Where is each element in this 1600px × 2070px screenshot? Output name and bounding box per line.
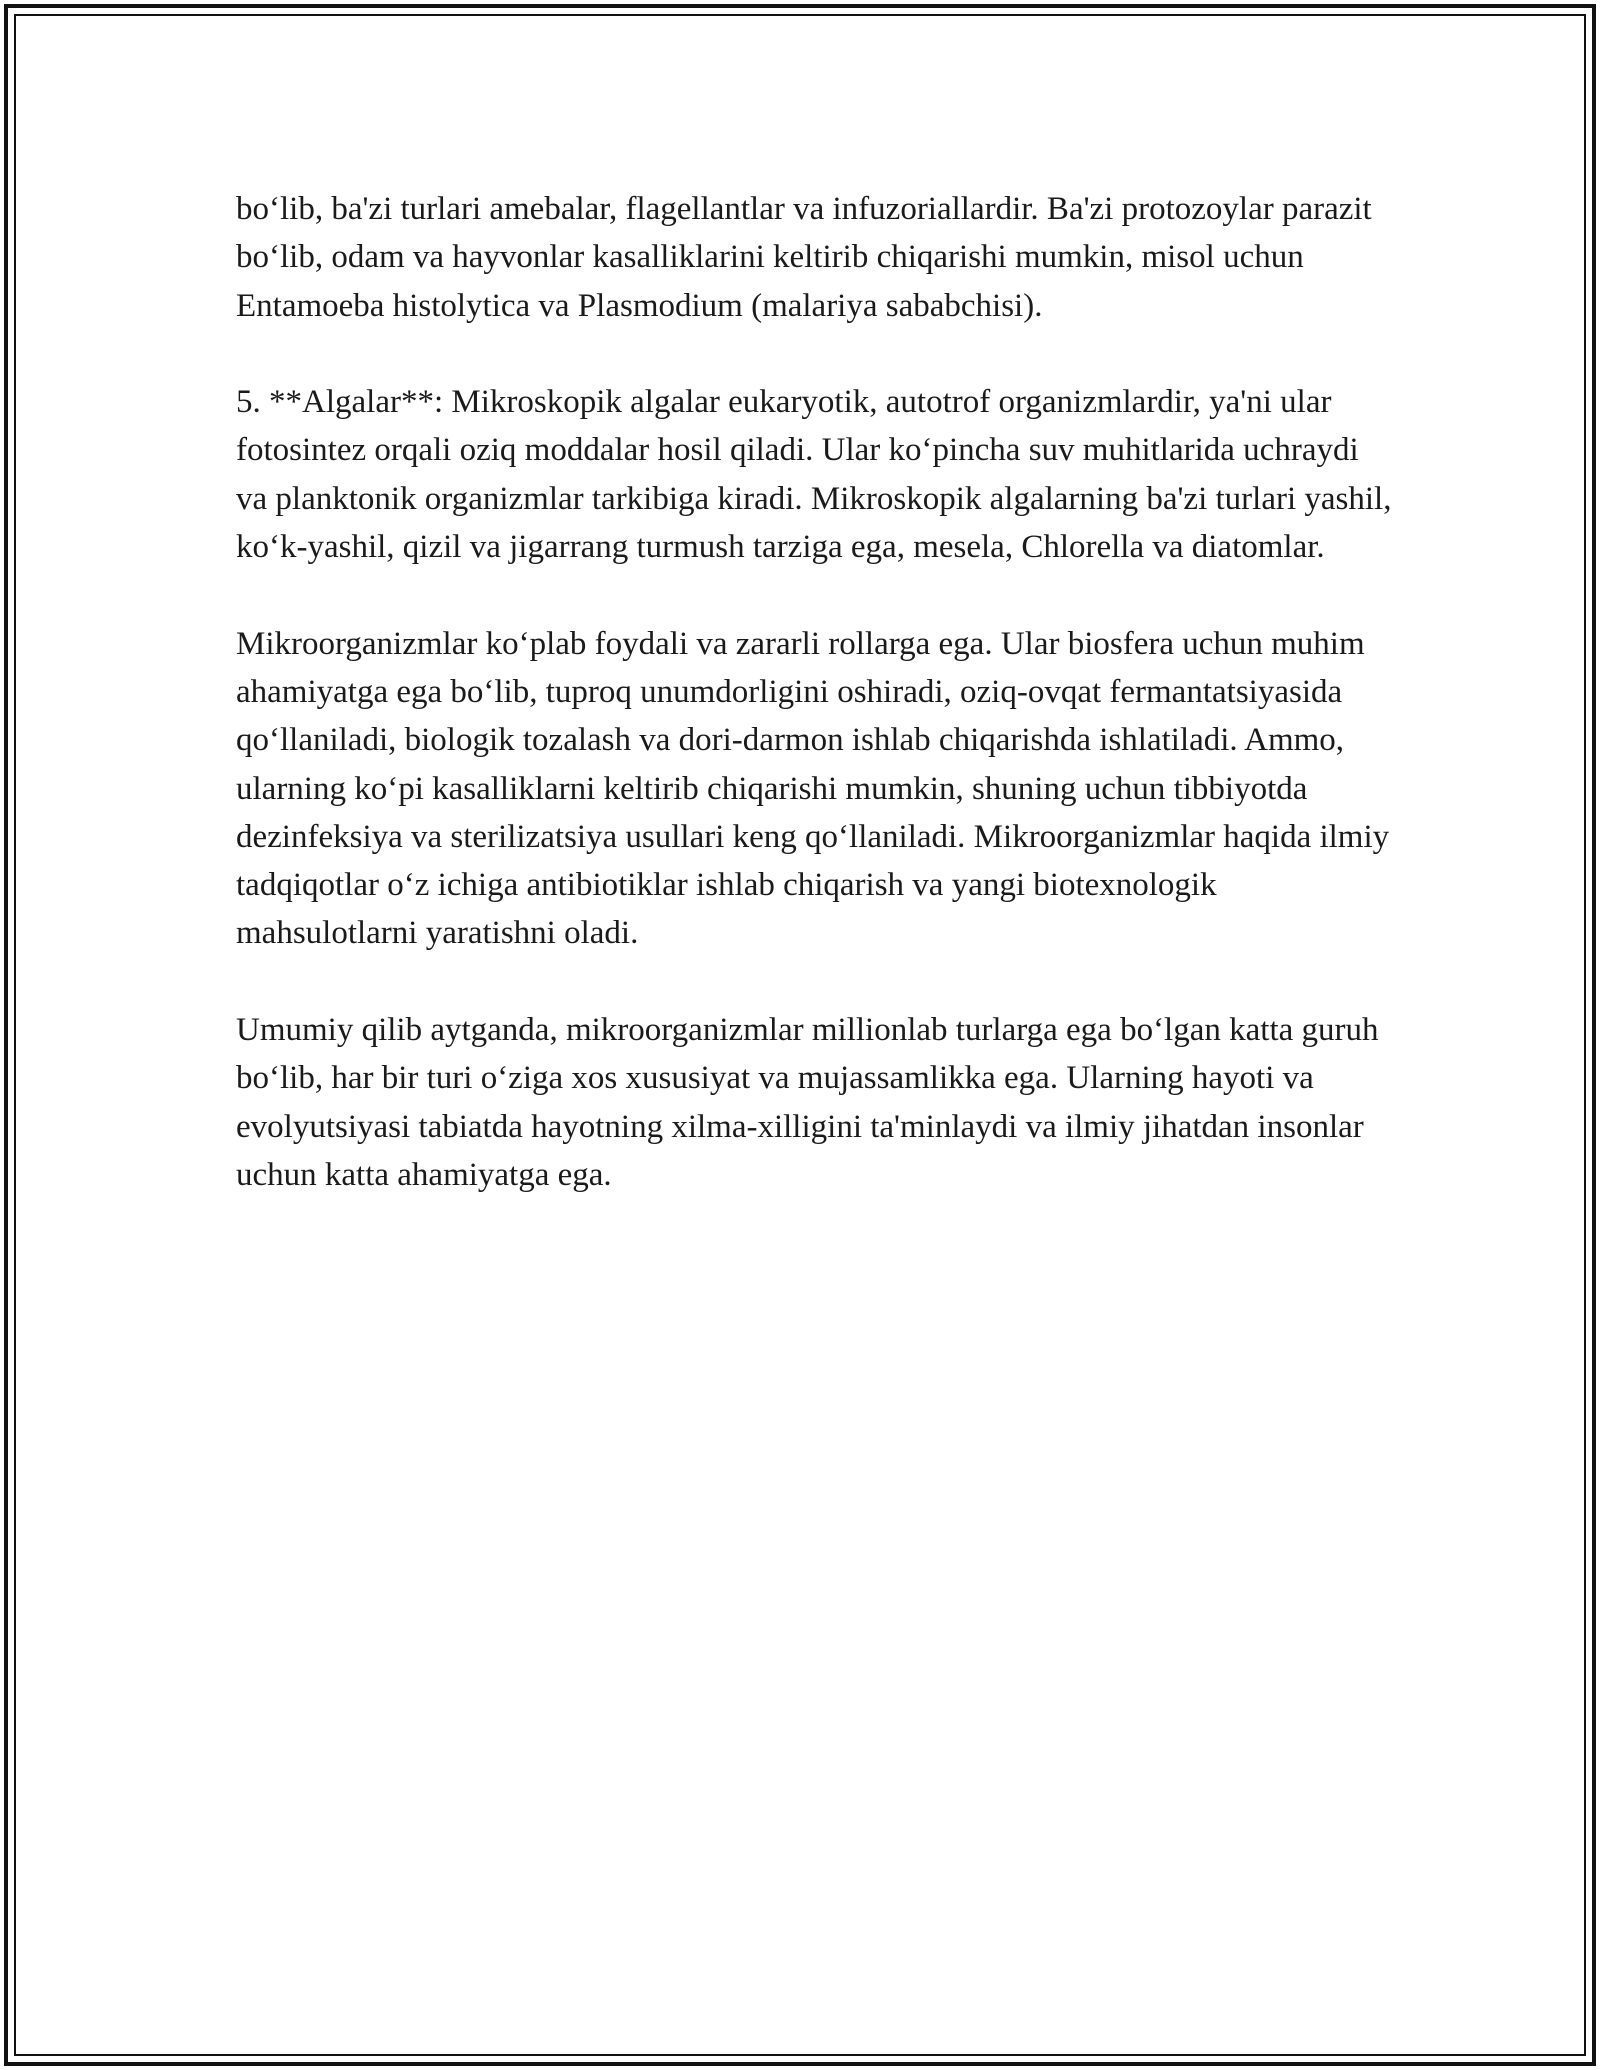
paragraph-protozoa-continued: bo‘lib, ba'zi turlari amebalar, flagellantlar va infuzoriallardir. Ba'zi protozoylar parazit bo‘lib, odam va hayvonlar kasalliklarini keltirib chiqarishi mumkin, misol uchun Entamoeba histolytica va Plasmodium (malariya sababchisi). [236,191,1372,324]
paragraph-conclusion: Umumiy qilib aytganda, mikroorganizmlar millionlab turlarga ega bo‘lgan katta guruh bo‘lib, har bir turi o‘ziga xos xususiyat va mujassamlikka ega. Ularning hayoti va evolyutsiyasi tabiatda hayotning xilma-xilligini ta'minlaydi va ilmiy jihatdan insonlar uchun katta ahamiyatga ega. [236,1012,1379,1193]
paragraph-roles: Mikroorganizmlar ko‘plab foydali va zararli rollarga ega. Ular biosfera uchun muhim ahamiyatga ega bo‘lib, tuproq unumdorligini oshiradi, oziq-ovqat fermantatsiyasida qo‘llaniladi, biologik tozalash va dori-darmon ishlab chiqarishda ishlatiladi. Ammo, ularning ko‘pi kasalliklarni keltirib chiqarishi mumkin, shuning uchun tibbiyotda dezinfeksiya va sterilizatsiya usullari keng qo‘llaniladi. Mikroorganizmlar haqida ilmiy tadqiqotlar o‘z ichiga antibiotiklar ishlab chiqarish va yangi biotexnologik mahsulotlarni yaratishni oladi. [236,625,1390,952]
paragraph-algae: 5. **Algalar**: Mikroskopik algalar eukaryotik, autotrof organizmlardir, ya'ni ular fotosintez orqali oziq moddalar hosil qiladi. Ular ko‘pincha suv muhitlarida uchraydi va planktonik organizmlar tarkibiga kiradi. Mikroskopik algalarning ba'zi turlari yashil, ko‘k-yashil, qizil va jigarrang turmush tarziga ega, mesela, Chlorella va diatomlar. [236,384,1392,566]
document-body [236,185,1396,1248]
